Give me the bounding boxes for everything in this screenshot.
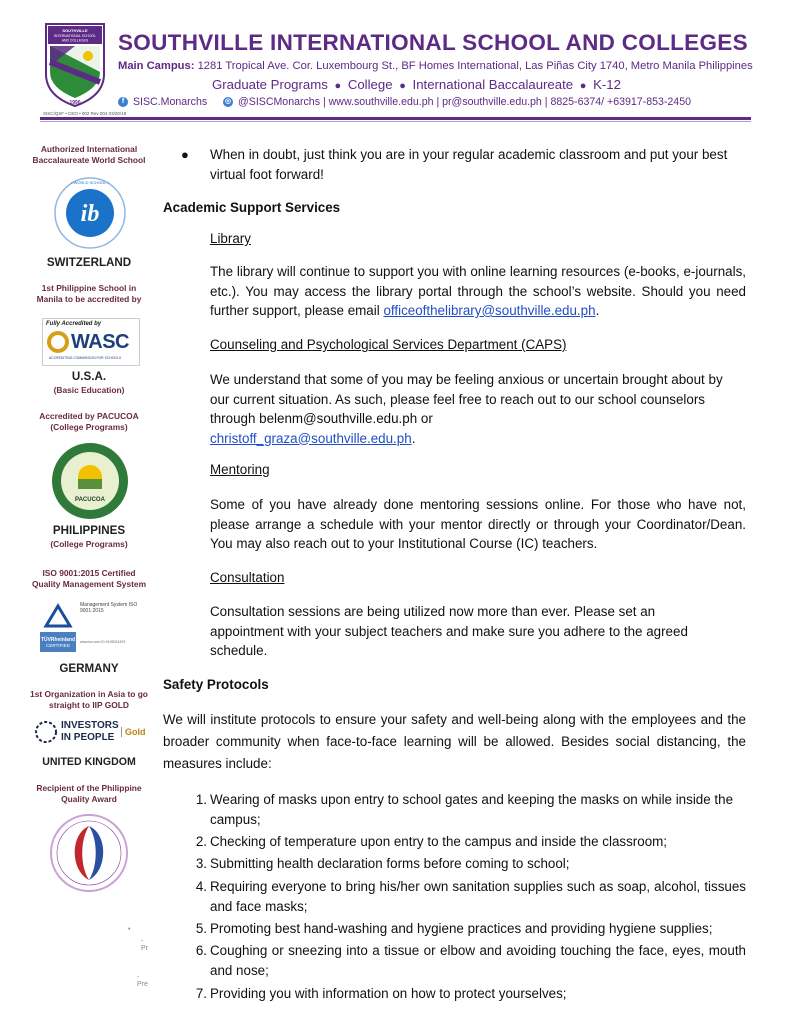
measure-item: Wearing of masks upon entry to school gates and keeping the masks on while inside the campus; — [210, 792, 734, 827]
wasc-ring-icon — [47, 331, 69, 353]
measure-item: Coughing or sneezing into a tissue or elbow and avoiding touching the face, eyes, mouth and nose; — [210, 943, 746, 978]
bullet-icon: ● — [181, 147, 189, 162]
website-link[interactable]: www.southville.edu.ph — [328, 96, 434, 108]
mentoring-heading: Mentoring — [210, 462, 270, 477]
iso-box-text: Management System ISO 9001:2015 — [80, 602, 138, 614]
measure-item: Promoting best hand-washing and hygiene practices and providing hygiene supplies; — [210, 921, 713, 936]
measure-number: 3. — [195, 856, 207, 871]
library-heading: Library — [210, 231, 251, 246]
margin-note-1: - Pr — [141, 938, 148, 952]
campus-address — [118, 60, 753, 72]
ib-world-school-logo — [53, 176, 127, 250]
caps-heading: Counseling and Psychological Services Department (CAPS) — [210, 337, 567, 352]
tuv-certified: CERTIFIED — [46, 643, 70, 648]
measure-item: Checking of temperature upon entry to the campus and inside the classroom; — [210, 834, 668, 849]
svg-text:• WORLD SCHOOL •: • WORLD SCHOOL • — [71, 180, 109, 185]
address-text: 1281 Tropical Ave. Cor. Luxembourg St., BF Homes International, Las Piñas City 1740, Metro Manila Philippines — [197, 60, 753, 72]
phone-numbers: 8825-6374/ +63917-853-2450 — [550, 96, 691, 108]
measure-number: 2. — [195, 834, 207, 849]
program-list — [212, 77, 621, 92]
facebook-icon: f — [118, 97, 128, 107]
svg-text:ib: ib — [80, 201, 100, 227]
school-seal-logo — [42, 22, 108, 108]
program-college: College — [347, 77, 393, 92]
tuv-id: www.tuv.com ID 9105024329 — [80, 640, 126, 644]
consultation-heading: Consultation — [210, 570, 285, 585]
measure-number: 4. — [195, 879, 207, 894]
separator: | — [322, 96, 329, 108]
instagram-icon: ◎ — [224, 98, 232, 106]
wasc-caption: 1st Philippine School in Manila to be accredited by — [36, 283, 142, 304]
safety-heading: Safety Protocols — [163, 677, 269, 692]
wasc-logo — [42, 318, 140, 366]
wasc-name: WASC — [71, 331, 129, 353]
header-divider-thin — [40, 121, 751, 122]
pqa-caption: Recipient of the Philippine Quality Award — [36, 783, 142, 804]
philippine-quality-award-logo — [48, 812, 130, 894]
measure-item: Providing you with information on how to protect yourselves; — [210, 986, 567, 1001]
library-text: The library will continue to support you with online learning resources (e-books, e-journals, etc.). You may access the library portal through the school’s website. Should you need further support, please email — [210, 264, 746, 318]
program-ib: International Baccalaureate — [412, 77, 574, 92]
header-divider — [40, 117, 751, 120]
caps-text: We understand that some of you may be feeling anxious or uncertain brought about by our current situation. As such, please feel free to reach out to our school counselors through belenm@southville.edu.ph or — [210, 372, 723, 426]
bullet-icon: ● — [334, 80, 342, 92]
mentoring-paragraph: Some of you have already done mentoring sessions online. For those who have not, please arrange a schedule with your mentor directly or through your Coordinator/Dean. You may also reach out to your Institutional Course (IC) teachers. — [210, 497, 746, 551]
wasc-subtitle: ACCREDITING COMMISSION FOR SCHOOLS — [49, 356, 122, 360]
measure-number: 6. — [195, 943, 207, 958]
separator: | — [544, 96, 551, 108]
academic-support-heading: Academic Support Services — [163, 200, 341, 215]
country-switzerland: SWITZERLAND — [46, 256, 132, 269]
measure-item: Submitting health declaration forms before coming to school; — [210, 856, 570, 871]
address-label: Main Campus: — [118, 60, 195, 72]
wasc-fully-label: Fully Accredited by — [46, 321, 102, 327]
pr-email-link[interactable]: pr@southville.edu.ph — [442, 96, 542, 108]
measure-number: 5. — [195, 921, 207, 936]
svg-text:PACUCOA: PACUCOA — [75, 497, 105, 503]
pacucoa-caption: Accredited by PACUCOA (College Programs) — [39, 411, 139, 432]
caps-end: . — [411, 430, 416, 446]
measure-number: 1. — [195, 792, 207, 807]
laurel-icon — [34, 720, 58, 744]
svg-text:AND COLLEGES: AND COLLEGES — [61, 38, 89, 43]
iip-gold: Gold — [121, 727, 146, 737]
library-paragraph — [210, 262, 746, 321]
tuv-triangle-icon — [40, 602, 76, 632]
country-philippines-sub: (College Programs) — [50, 539, 128, 549]
country-uk: UNITED KINGDOM — [42, 756, 136, 768]
iip-name-2: IN PEOPLE — [61, 732, 115, 743]
separator: | — [436, 96, 443, 108]
bullet-paragraph: When in doubt, just think you are in your regular academic classroom and put your best virtual foot forward! — [210, 147, 728, 182]
program-graduate: Graduate Programs — [212, 77, 328, 92]
country-philippines: PHILIPPINES — [52, 524, 126, 537]
seal-year: 1990 — [69, 100, 81, 106]
country-usa-sub: (Basic Education) — [53, 385, 125, 395]
school-name: SOUTHVILLE INTERNATIONAL SCHOOL AND COLLEGES — [118, 30, 748, 55]
svg-text:INTERNATIONAL SCHOOL: INTERNATIONAL SCHOOL — [53, 34, 97, 38]
program-k12: K-12 — [593, 77, 621, 92]
svg-text:SOUTHVILLE: SOUTHVILLE — [62, 28, 88, 33]
instagram-handle: @SISCMonarchs — [238, 96, 320, 108]
pacucoa-logo — [50, 441, 130, 521]
measure-item: Requiring everyone to bring his/her own sanitation supplies such as soap, alcohol, tissues and face masks; — [210, 879, 746, 914]
facebook-handle: SISC.Monarchs — [132, 96, 208, 108]
document-code: SISC/QSF • CEO • 002 Rev 004 03/20/19 — [43, 111, 127, 116]
accreditation-sidebar — [28, 140, 150, 1020]
investors-in-people-logo — [34, 718, 146, 748]
country-usa: U.S.A. — [71, 370, 107, 383]
library-end: . — [595, 303, 600, 318]
measure-number: 7. — [195, 986, 207, 1001]
letterhead — [0, 0, 791, 118]
bullet-icon: ● — [579, 80, 587, 92]
contact-line — [118, 96, 691, 108]
caps-email-link[interactable]: christoff_graza@southville.edu.ph — [210, 430, 412, 446]
bullet-icon: ● — [399, 80, 406, 92]
tuv-badge — [40, 602, 76, 652]
caps-paragraph — [210, 370, 740, 448]
tuv-iso-certificate — [40, 602, 140, 652]
margin-mark: • — [128, 926, 131, 933]
margin-note-2: - Pre — [137, 974, 148, 988]
iso-caption: ISO 9001:2015 Certified Quality Management System — [31, 568, 147, 589]
tuv-name: TÜVRheinland — [40, 637, 76, 643]
iip-name-1: INVESTORS — [61, 720, 119, 731]
safety-intro: We will institute protocols to ensure your safety and well-being along with the employees and the broader community when face-to-face learning will be allowed. Besides social distancing, the measures include: — [163, 712, 746, 771]
country-germany: GERMANY — [59, 662, 119, 675]
library-email-link[interactable]: officeofthelibrary@southville.edu.ph — [383, 303, 596, 318]
ib-caption: Authorized International Baccalaureate World School — [32, 144, 146, 165]
consultation-paragraph: Consultation sessions are being utilized now more than ever. Please set an appointment with your subject teachers and make sure you adhere to the agreed schedule. — [210, 604, 688, 658]
iip-caption: 1st Organization in Asia to go straight to IIP GOLD — [30, 689, 148, 710]
